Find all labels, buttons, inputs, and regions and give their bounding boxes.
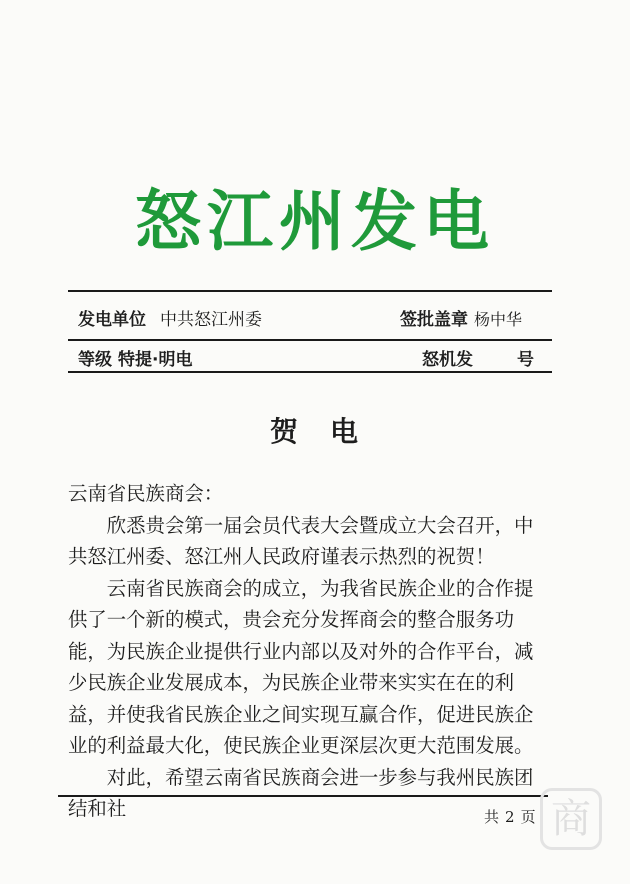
salutation: 云南省民族商会：: [68, 482, 224, 505]
footer-rule: [58, 795, 548, 797]
sender-unit-label: 发电单位: [78, 310, 146, 330]
page-count-suffix: 页: [520, 808, 536, 826]
watermark-logo-icon: 商: [540, 788, 602, 850]
document-number: [422, 345, 534, 370]
page-count-number: 2: [505, 808, 515, 826]
sender-unit-value: 中共怒江州委: [160, 310, 262, 330]
masthead-title: 怒江州发电: [135, 183, 495, 260]
document-number-prefix: 怒机发: [422, 350, 473, 370]
body-paragraph-2: 云南省民族商会的成立，为我省民族企业的合作提供了一个新的模式，贵会充分发挥商会的整合服务功能，为民族企业提供行业内部以及对外的合作平台，减少民族企业发展成本，为民族企业带来实实在在的利益，并使我省民族企业之间实现互赢合作，促进民族企业的利益最大化，使民族企业更深层次更大范围发展。: [68, 576, 534, 757]
priority-grade: [78, 345, 192, 370]
header-middle-rule: [68, 339, 552, 341]
grade-value: 特提·明电: [118, 350, 193, 370]
approval-signature: [400, 305, 522, 330]
approval-signer: 杨中华: [474, 310, 523, 329]
document-title: 贺 电: [269, 415, 360, 448]
header-top-rule: [68, 290, 552, 292]
approval-label: 签批盖章: [400, 310, 468, 330]
header-bottom-rule: [68, 371, 552, 373]
document-number-suffix: 号: [517, 350, 534, 370]
body-paragraph-1: 欣悉贵会第一届会员代表大会暨成立大会召开，中共怒江州委、怒江州人民政府谨表示热烈的祝贺！: [68, 513, 534, 568]
page-count: [484, 806, 536, 827]
page-count-prefix: 共: [484, 808, 500, 826]
sender-unit: [78, 305, 262, 330]
body-paragraph-3: 对此，希望云南省民族商会进一步参与我州民族团结和社: [68, 765, 534, 820]
grade-label: 等级: [78, 350, 112, 370]
document-body: [68, 478, 552, 825]
